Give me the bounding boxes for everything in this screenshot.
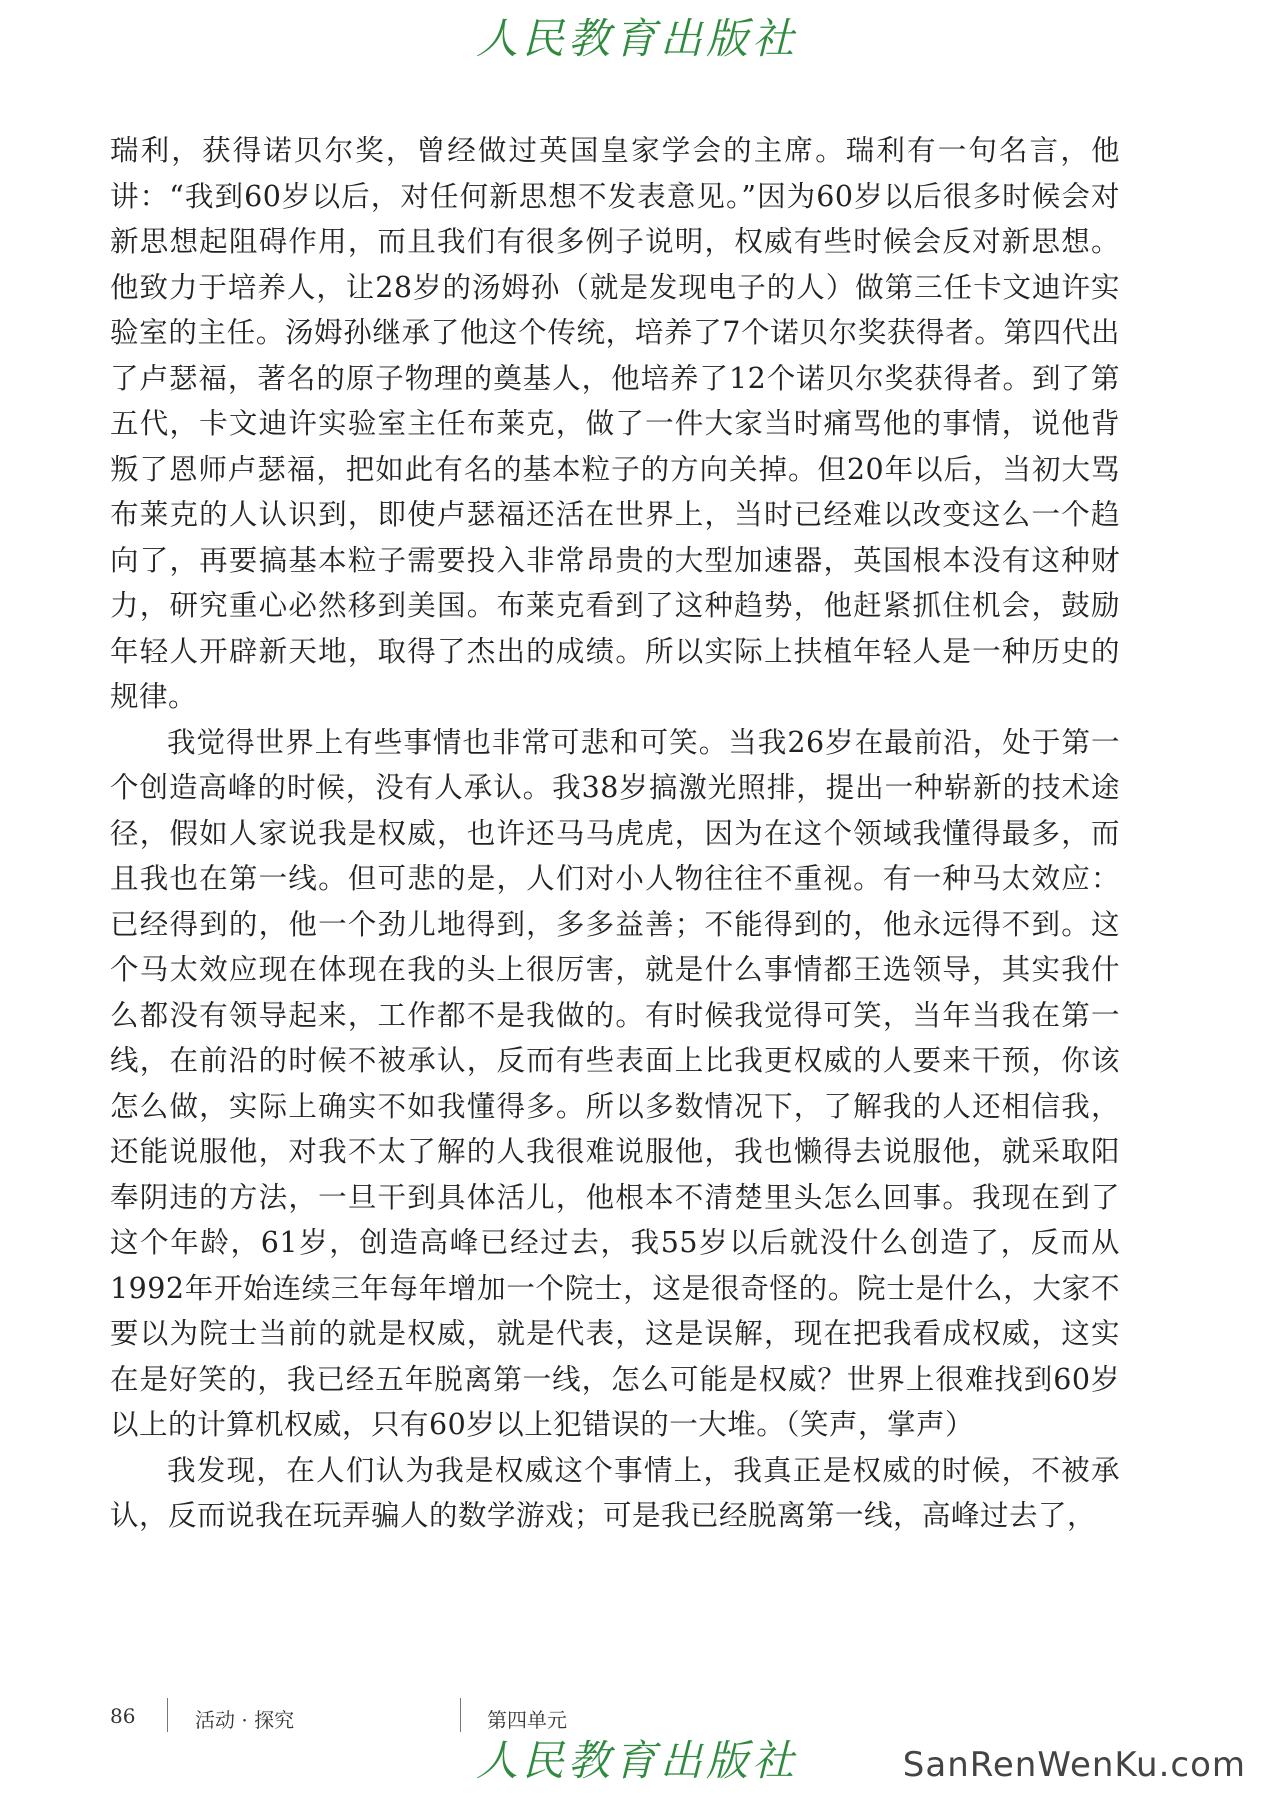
paragraph-3: 我发现，在人们认为我是权威这个事情上，我真正是权威的时候，不被承认，反而说我在玩弄骗人的数学游戏；可是我已经脱离第一线，高峰过去了， bbox=[110, 1453, 1120, 1532]
paragraph-1: 瑞利，获得诺贝尔奖，曾经做过英国皇家学会的主席。瑞利有一句名言，他讲：“我到60岁以后，对任何新思想不发表意见。”因为60岁以后很多时候会对新思想起阻碍作用，而且我们有很多例子说明，权威有些时候会反对新思想。他致力于培养人，让28岁的汤姆孙（就是发现电子的人）做第三任卡文迪许实验室的主任。汤姆孙继承了他这个传统，培养了7个诺贝尔奖获得者。第四代出了卢瑟福，著名的原子物理的奠基人，他培养了12个诺贝尔奖获得者。到了第五代，卡文迪许实验室主任布莱克，做了一件大家当时痛骂他的事情，说他背叛了恩师卢瑟福，把如此有名的基本粒子的方向关掉。但20年以后，当初大骂布莱克的人认识到，即使卢瑟福还活在世界上，当时已经难以改变这么一个趋向了，再要搞基本粒子需要投入非常昂贵的大型加速器，英国根本没有这种财力，研究重心必然移到美国。布莱克看到了这种趋势，他赶紧抓住机会，鼓励年轻人开辟新天地，取得了杰出的成绩。所以实际上扶植年轻人是一种历史的规律。 bbox=[110, 134, 1120, 713]
footer-divider bbox=[167, 1698, 168, 1732]
unit-label: 第四单元 bbox=[487, 1708, 567, 1732]
footer-divider bbox=[460, 1698, 461, 1732]
page-number: 86 bbox=[110, 1704, 136, 1728]
site-watermark: SanRenWenKu.com bbox=[902, 1745, 1246, 1785]
publisher-logo-header: 人民教育出版社 bbox=[475, 14, 798, 63]
page-footer bbox=[0, 1698, 1274, 1738]
section-label: 活动 · 探究 bbox=[195, 1708, 295, 1732]
paragraph-2: 我觉得世界上有些事情也非常可悲和可笑。当我26岁在最前沿，处于第一个创造高峰的时候，没有人承认。我38岁搞激光照排，提出一种崭新的技术途径，假如人家说我是权威，也许还马马虎虎，因为在这个领域我懂得最多，而且我也在第一线。但可悲的是，人们对小人物往往不重视。有一种马太效应：已经得到的，他一个劲儿地得到，多多益善；不能得到的，他永远得不到。这个马太效应现在体现在我的头上很厉害，就是什么事情都王选领导，其实我什么都没有领导起来，工作都不是我做的。有时候我觉得可笑，当年当我在第一线，在前沿的时候不被承认，反而有些表面上比我更权威的人要来干预，你该怎么做，实际上确实不如我懂得多。所以多数情况下，了解我的人还相信我，还能说服他，对我不太了解的人我很难说服他，我也懒得去说服他，就采取阳奉阴违的方法，一旦干到具体活儿，他根本不清楚里头怎么回事。我现在到了这个年龄，61岁，创造高峰已经过去，我55岁以后就没什么创造了，反而从1992年开始连续三年每年增加一个院士，这是很奇怪的。院士是什么，大家不要以为院士当前的就是权威，就是代表，这是误解，现在把我看成权威，这实在是好笑的，我已经五年脱离第一线，怎么可能是权威？世界上很难找到60岁以上的计算机权威，只有60岁以上犯错误的一大堆。（笑声，掌声） bbox=[110, 725, 1120, 1441]
article-body bbox=[110, 128, 1120, 1539]
publisher-logo-footer: 人民教育出版社 bbox=[475, 1736, 798, 1785]
